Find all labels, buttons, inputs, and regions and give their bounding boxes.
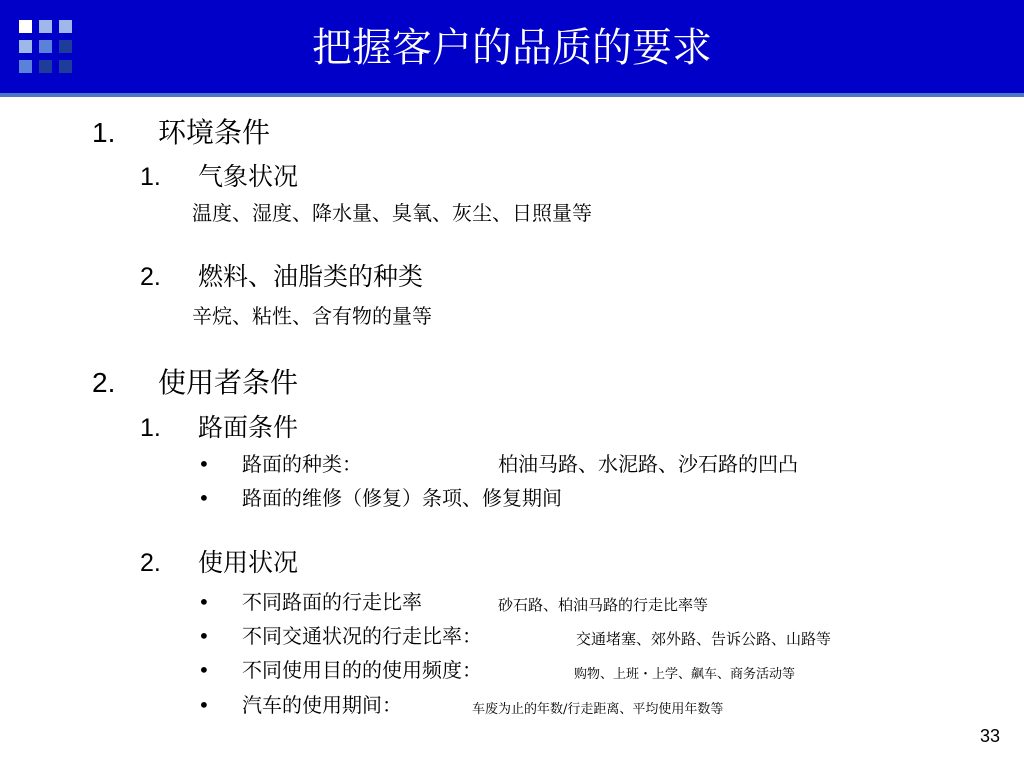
bullet-detail: 交通堵塞、郊外路、告诉公路、山路等 [576,630,832,648]
bullet-label: 不同交通状况的行走比率： [242,624,482,648]
section-2-sub-1-number: 1. [140,414,161,442]
section-2-sub-2-number: 2. [140,549,161,577]
section-1-sub-2-detail: 辛烷、粘性、含有物的量等 [192,304,432,328]
bullet-marker: • [198,452,210,476]
section-1-sub-1-number: 1. [140,163,161,191]
section-2-number: 2. [92,367,116,398]
bullet-label: 路面的维修（修复）条项、修复期间 [242,486,562,510]
section-2-sub-2-label: 使用状况 [198,548,299,577]
bullet-marker: • [198,693,210,717]
bullet-detail: 砂石路、柏油马路的行走比率等 [498,596,709,614]
bullet-marker: • [198,658,210,682]
bullet-label: 不同路面的行走比率 [242,590,422,614]
bullet-label: 路面的种类： [242,452,362,476]
bullet-marker: • [198,486,210,510]
section-1-sub-1-detail: 温度、湿度、降水量、臭氧、灰尘、日照量等 [192,201,592,225]
section-2-label: 使用者条件 [158,366,299,399]
slide-title: 把握客户的品质的要求 [312,25,712,71]
bullet-detail: 车废为止的年数/行走距离、平均使用年数等 [472,702,724,717]
section-2-sub-1-label: 路面条件 [198,413,299,442]
bullet-marker: • [198,590,210,614]
section-1-number: 1. [92,117,116,148]
bullet-detail: 柏油马路、水泥路、沙石路的凹凸 [498,452,798,476]
section-1-label: 环境条件 [158,116,271,149]
title-underline [0,93,1024,97]
section-1-sub-2-number: 2. [140,263,161,291]
title-bar [0,0,1024,93]
bullet-label: 不同使用目的的使用频度： [242,658,482,682]
bullet-label: 汽车的使用期间： [242,693,402,717]
bullet-marker: • [198,624,210,648]
page-number: 33 [979,726,1000,746]
bullet-detail: 购物、上班・上学、飙车、商务活动等 [574,667,796,682]
section-1-sub-1-label: 气象状况 [198,162,299,191]
section-1-sub-2-label: 燃料、油脂类的种类 [198,262,424,291]
